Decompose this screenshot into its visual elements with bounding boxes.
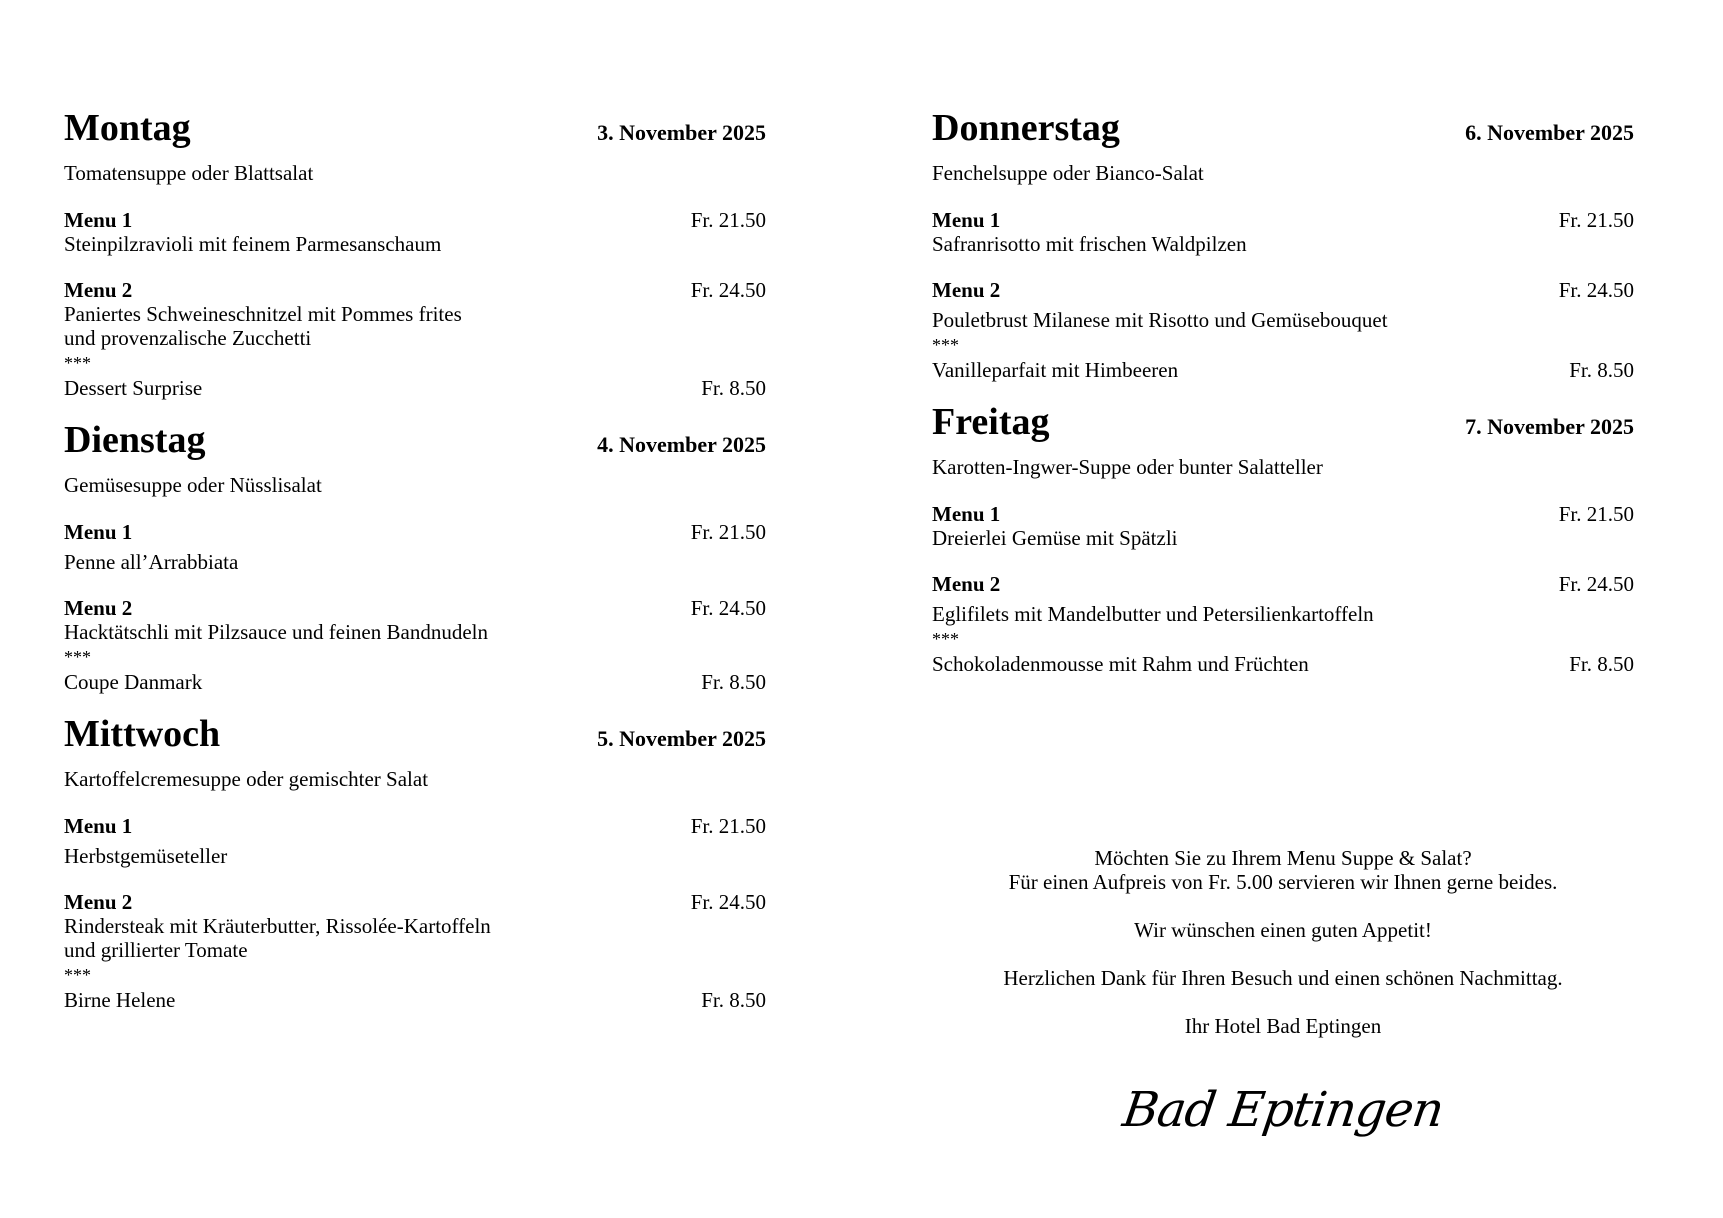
menu-price: Fr. 21.50 bbox=[1558, 208, 1634, 232]
day-header bbox=[64, 712, 766, 760]
dessert-name: Schokoladenmousse mit Rahm und Früchten bbox=[932, 652, 1309, 676]
starter: Fenchelsuppe oder Bianco-Salat bbox=[932, 161, 1204, 185]
starter: Gemüsesuppe oder Nüsslisalat bbox=[64, 473, 322, 497]
menu-label: Menu 2 bbox=[64, 596, 133, 620]
menu-dish: Hacktätschli mit Pilzsauce und feinen Bandnudeln bbox=[64, 620, 488, 644]
dessert-name: Coupe Danmark bbox=[64, 670, 203, 694]
menu-dish: Paniertes Schweineschnitzel mit Pommes frites und provenzalische Zucchetti bbox=[64, 302, 462, 350]
menu-price: Fr. 24.50 bbox=[1558, 278, 1634, 302]
footer-line: Für einen Aufpreis von Fr. 5.00 servieren wir Ihnen gerne beides. bbox=[1008, 870, 1558, 894]
menu-dish: Safranrisotto mit frischen Waldpilzen bbox=[932, 232, 1247, 256]
menu-dish: Eglifilets mit Mandelbutter und Petersilienkartoffeln bbox=[932, 602, 1374, 626]
day-name: Montag bbox=[64, 107, 191, 149]
dessert-name: Vanilleparfait mit Himbeeren bbox=[932, 358, 1179, 382]
menu-dish: Steinpilzravioli mit feinem Parmesanschaum bbox=[64, 232, 442, 256]
menu-label: Menu 1 bbox=[932, 208, 1001, 232]
menu-2 bbox=[64, 890, 766, 962]
day-wednesday bbox=[64, 712, 766, 1012]
menu-2 bbox=[64, 596, 766, 644]
day-thursday bbox=[932, 106, 1634, 382]
day-date: 5. November 2025 bbox=[597, 726, 766, 751]
menu-label: Menu 2 bbox=[932, 278, 1001, 302]
day-date: 7. November 2025 bbox=[1465, 414, 1634, 439]
menu-price: Fr. 24.50 bbox=[690, 278, 766, 302]
dessert-price: Fr. 8.50 bbox=[701, 376, 766, 400]
dessert-price: Fr. 8.50 bbox=[701, 988, 766, 1012]
menu-price: Fr. 21.50 bbox=[690, 208, 766, 232]
menu-label: Menu 2 bbox=[932, 572, 1001, 596]
footer-line: Wir wünschen einen guten Appetit! bbox=[1134, 918, 1432, 942]
menu-price: Fr. 21.50 bbox=[690, 520, 766, 544]
day-name: Donnerstag bbox=[932, 107, 1120, 149]
menu-1 bbox=[932, 208, 1634, 256]
menu-dish: Pouletbrust Milanese mit Risotto und Gemüsebouquet bbox=[932, 308, 1388, 332]
menu-2 bbox=[932, 278, 1634, 332]
separator: *** bbox=[932, 335, 959, 355]
menu-label: Menu 2 bbox=[64, 278, 133, 302]
dessert-price: Fr. 8.50 bbox=[1569, 652, 1634, 676]
separator: *** bbox=[64, 353, 91, 373]
menu-price: Fr. 21.50 bbox=[1558, 502, 1634, 526]
day-date: 4. November 2025 bbox=[597, 432, 766, 457]
starter: Tomatensuppe oder Blattsalat bbox=[64, 161, 314, 185]
starter: Karotten-Ingwer-Suppe oder bunter Salatteller bbox=[932, 455, 1323, 479]
separator: *** bbox=[932, 629, 959, 649]
left-column bbox=[64, 106, 766, 1026]
hotel-logo: Bad Eptingen bbox=[1119, 1082, 1447, 1138]
footer-line: Herzlichen Dank für Ihren Besuch und einen schönen Nachmittag. bbox=[1003, 966, 1563, 990]
day-date: 3. November 2025 bbox=[597, 120, 766, 145]
menu-price: Fr. 24.50 bbox=[1558, 572, 1634, 596]
day-monday bbox=[64, 106, 766, 400]
menu-price: Fr. 21.50 bbox=[690, 814, 766, 838]
menu-price: Fr. 24.50 bbox=[690, 596, 766, 620]
day-header bbox=[932, 400, 1634, 448]
dessert-price: Fr. 8.50 bbox=[1569, 358, 1634, 382]
starter: Kartoffelcremesuppe oder gemischter Salat bbox=[64, 767, 429, 791]
day-name: Dienstag bbox=[64, 419, 206, 461]
menu-2 bbox=[64, 278, 766, 350]
footer-line: Ihr Hotel Bad Eptingen bbox=[1184, 1014, 1382, 1038]
day-header bbox=[932, 106, 1634, 154]
menu-label: Menu 2 bbox=[64, 890, 133, 914]
menu-dish: Herbstgemüseteller bbox=[64, 844, 228, 868]
dessert bbox=[64, 376, 766, 400]
menu-1 bbox=[64, 520, 766, 574]
menu-1 bbox=[932, 502, 1634, 550]
dessert bbox=[932, 652, 1634, 676]
footer-line: Möchten Sie zu Ihrem Menu Suppe & Salat? bbox=[1094, 846, 1472, 870]
right-column bbox=[932, 106, 1634, 690]
menu-label: Menu 1 bbox=[932, 502, 1001, 526]
dessert-price: Fr. 8.50 bbox=[701, 670, 766, 694]
dessert bbox=[64, 670, 766, 694]
menu-dish: Rindersteak mit Kräuterbutter, Rissolée-Kartoffeln und grillierter Tomate bbox=[64, 914, 491, 962]
menu-label: Menu 1 bbox=[64, 814, 133, 838]
day-friday bbox=[932, 400, 1634, 676]
separator: *** bbox=[64, 647, 91, 667]
footer-note bbox=[932, 846, 1634, 1062]
menu-2 bbox=[932, 572, 1634, 626]
day-tuesday bbox=[64, 418, 766, 694]
day-name: Mittwoch bbox=[64, 713, 221, 755]
separator: *** bbox=[64, 965, 91, 985]
menu-price: Fr. 24.50 bbox=[690, 890, 766, 914]
menu-1 bbox=[64, 208, 766, 256]
day-name: Freitag bbox=[932, 401, 1050, 443]
dessert bbox=[932, 358, 1634, 382]
menu-label: Menu 1 bbox=[64, 208, 133, 232]
menu-dish: Penne all’Arrabbiata bbox=[64, 550, 239, 574]
dessert bbox=[64, 988, 766, 1012]
day-header bbox=[64, 106, 766, 154]
dessert-name: Birne Helene bbox=[64, 988, 176, 1012]
menu-dish: Dreierlei Gemüse mit Spätzli bbox=[932, 526, 1178, 550]
menu-label: Menu 1 bbox=[64, 520, 133, 544]
day-header bbox=[64, 418, 766, 466]
dessert-name: Dessert Surprise bbox=[64, 376, 203, 400]
day-date: 6. November 2025 bbox=[1465, 120, 1634, 145]
menu-1 bbox=[64, 814, 766, 868]
